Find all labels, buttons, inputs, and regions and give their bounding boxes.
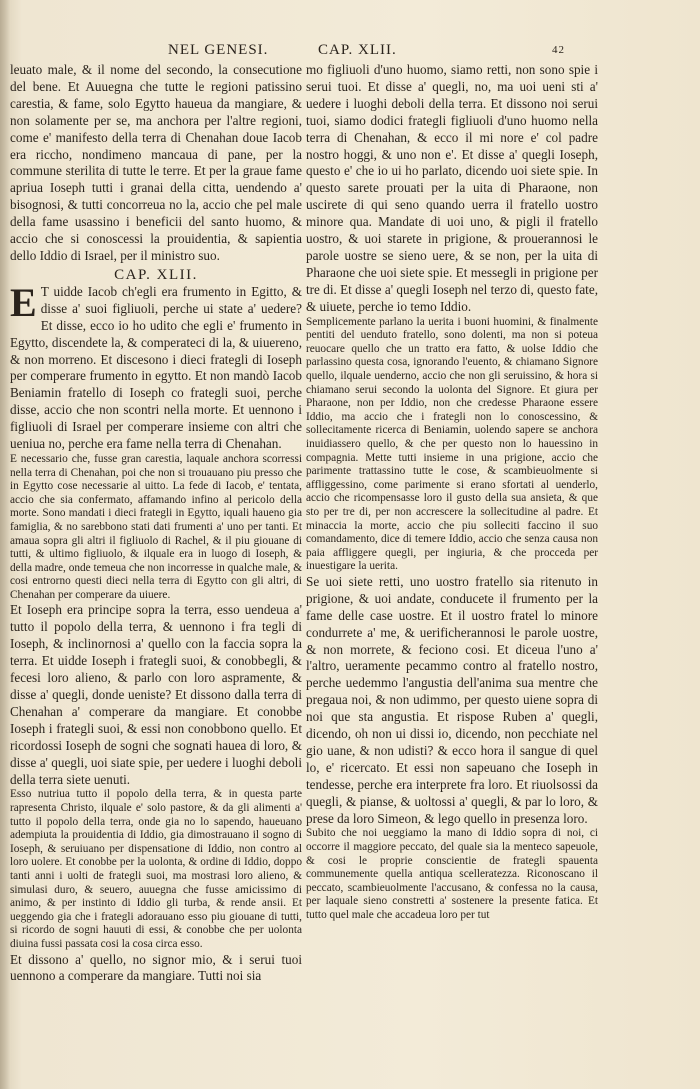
left-paragraph-1: leuato male, & il nome del secondo, la consecutione del bene. Et Auuegna che tutte le regioni patissino carestia, & fame, solo Egytto haueua da mangiare, & non solamente per se, ma anchora per l'altre regioni, come e' manifesto della terra di Chenahan doue Iacob era riccho, nondimeno mancaua di pane, per la commune sterilita di tutte le terre. Et per la graue fame apriua Ioseph tutti i granai della citta, uendendo a' bisognosi, & tutti concorreua no la, accio che pel male della fame usassino i beneficii del santo huomo, & accio che si conoscessi la prouidentia, & sapientia dello Iddio di Israel, per il ministro suo. [10, 62, 302, 263]
drop-cap: E [10, 279, 37, 325]
folio-number: 42 [552, 44, 565, 56]
running-head-chapter: CAP. XLII. [318, 42, 397, 58]
chapter-heading: CAP. XLII. [114, 266, 198, 283]
page-gutter-shadow [0, 0, 10, 1089]
left-paragraph-4: Et dissono a' quello, no signor mio, & i serui tuoi uennono a comperare da mangiare. Tutti noi sia [10, 951, 302, 984]
left-paragraph-3: Et Ioseph era principe sopra la terra, esso uendeua a' tutto il popolo della terra, & uennono i fra tegli di Ioseph, & inclinornosi a' quello con la faccia sopra la terra. Et uidde Ioseph i frategli suoi, & conobbegli, & fecesi loro alieno, & parlo con loro aspramente, & disse a' quegli, donde ueniste? Et dissono dalla terra di Chenahan a' comperare da mangiare. Et conobbe Ioseph i frategli suoi, & essi non conobbono quello. Et ricordossi Ioseph de sogni che sognati hauea di loro, & disse a' quegli, uoi siate spie, per uedere i luoghi deboli della terra siete uenuti. [10, 602, 302, 787]
left-commentary-1: E necessario che, fusse gran carestia, laquale anchora scorressi nella terra di Chenahan, poi che non si trouauano piu presso che in Egytto cose necessarie al uitto. La fede di Iacob, e' tentata, accio che sia confermato, affamando infino al pericolo della morte. Sono mandati i dieci frategli in Egytto, iquali haueno gia famiglia, & no sarebbono stati dati frumenti a' uno per tanti. Et amaua sopra gli altri il figliuolo di Rachel, & il piu giouane di tutti, & ultimo figliuolo, & ilquale era in luogo di Ioseph, & della madre, onde temeua che non incorresse in qualche male, & cosi entrorno questi dieci nella terra di Egytto con gli altri, di Chenahan per comperare da uiuere. [10, 452, 302, 601]
left-column [10, 62, 302, 985]
left-paragraph-2 [10, 279, 302, 453]
right-commentary-1: Semplicemente parlano la uerita i buoni huomini, & finalmente pentiti del uenduto fratello, sono dolenti, ma non si poteua reuocare quello che un tratto era fatto, & uolse Iddio che parlassino questa cosa, ignorando l'euento, & chiamano Signore quello, ilquale uenderno, accio che non gli seruissino, & hora si chiamano serui secondo la uolonta del Signore. Et giura per Pharaone, non per Iddio, non che credesse Pharaone essere Iddio, ma accio che i frategli non lo conoscessino, & sollecitamente ricerca di Beniamin, uolendo sapere se anchora inuidiassero quello, & che per questo non lo hauessino in compagnia. Mette tutti insieme in una prigione, accio che parimente trattassino tutte le cose, & scambieuolmente si affliggessino, come parimente si erano sfortati al uenderlo, accio che ricompensasse loro il gusto della sua ansieta, & que sto per tre di, per non accrescere la sollecitudine al padre. Et minaccia la morte, accio che piu solleciti faccino il suo comandamento, dice di temere Iddio, accio che senza causa non paia affliggere quegli, per ingiuria, & che procceda per inuestigare la uerita. [306, 315, 598, 573]
right-paragraph-1: mo figliuoli d'uno huomo, siamo retti, non sono spie i serui tuoi. Et disse a' quegli, no, ma uoi ueni sti a' uedere i luoghi deboli della terra. Et dissono noi serui tuoi, siamo dodici frategli figliuoli d'uno huomo nella terra di Chenahan, & ecco il mi nore e' col padre nostro hoggi, & uno non e'. Et disse a' quegli Ioseph, questo e' che io ui ho parlato, dicendo uoi siete spie. In questo sarete prouati per la uita di Pharaone, non uscirete di qui seno quando uerra il fratello uostro minore qua. Mandate di uoi uno, & pigli il fratello uostro, & uoi starete in prigione, & prouerannosi le parole uostre se sieno uere, & se non, per la uita di Pharaone che uoi siete spie. Et messegli in prigione per tre di. Et disse a' quegli Ioseph nel terzo di, questo fate, & uiuete, perche io temo Iddio. [306, 62, 598, 314]
running-head-book: NEL GENESI. [168, 42, 269, 58]
right-commentary-2: Subito che noi ueggiamo la mano di Iddio sopra di noi, ci occorre il maggiore peccato, del quale sia la menteco sapeuole, & cosi le proprie conscientie de frategli spauenta communemente quella antiqua scelleratezza. Riconoscano il peccato, scambieuolmente l'accusano, & confessa no la causa, per laquale sieno constretti a' sostenere la presente fatica. Et tutto quel male che accadeua loro per tut [306, 827, 598, 922]
running-head [0, 40, 700, 64]
left-commentary-2: Esso nutriua tutto il popolo della terra, & in questa parte rapresenta Christo, ilquale e' solo pastore, & da gli alimenti a' tutto il popolo della terra, onde gia no lo sapendo, haueuano adempiuta la prouidentia di Iddio, gia dimostrauano il sogno di Ioseph, & seruiuano per dispensatione di Iddio, non contro al loro uolere. Et conobbe per la uolonta, & ordine di Iddio, doppo tanti anni i uolti de frategli suoi, ma mostrasi loro alieno, & simulasi duro, & seuero, auuegna che fusse amicissimo di animo, & per instinto di Iddio gli turba, & rende ansii. Et ueggendo gia che i frategli adorauano esso piu giouane di tutti, si ricordo de sogni hauuti di essi, & conobbe che per uolonta diuina fussi passata cosi la cosa circa esso. [10, 788, 302, 950]
faded-mark [40, 996, 130, 1006]
right-column [306, 62, 598, 923]
right-paragraph-2: Se uoi siete retti, uno uostro fratello sia ritenuto in prigione, & uoi andate, conducete il frumento per la fame delle case uostre. Et il uostro fratel lo minore condurrete a' me, & uerificherannosi le parole uostre, & non morrete, & feciono cosi. Et diceua l'uno a' l'altro, ueramente pecammo contro al fratello nostro, perche uedemmo l'angustia dell'anima sua mentre che pregaua noi, & non udimmo, per questo uiene sopra di noi que sta angustia. Et rispose Ruben a' quegli, dicendo, oh non ui dissi io, dicendo, non pecchiate nel gio uane, & non udisti? & ecco hora il sangue di quel lo, e' ricercato. Et essi non sapeuano che Ioseph in tendesse, perche era interprete fra loro. Et riuolsossi da quegli, & pianse, & uoltossi a' quegli, & par lo loro, & prese da loro Simeon, & lego quello in presenza loro. [306, 573, 598, 826]
left-paragraph-2-text: T uidde Iacob ch'egli era frumento in Egitto, & disse a' suoi figliuoli, perche ui state a' uedere? Et disse, ecco io ho udito che egli e' frumento in Egytto, discendete la, & comperateci di la, & uiuereno, & non morreno. Et discesono i dieci frategli di Ioseph per comperare frumento in egytto. Et non mandò Iacob Beniamin fratello di Ioseph co frategli suoi, perche disse, accio che non scontri nella morte. Et uennono i figliuoli di Israel per comperare insieme con altri che ueniua no, perche era fame nella terra di Chenahan. [10, 283, 302, 452]
